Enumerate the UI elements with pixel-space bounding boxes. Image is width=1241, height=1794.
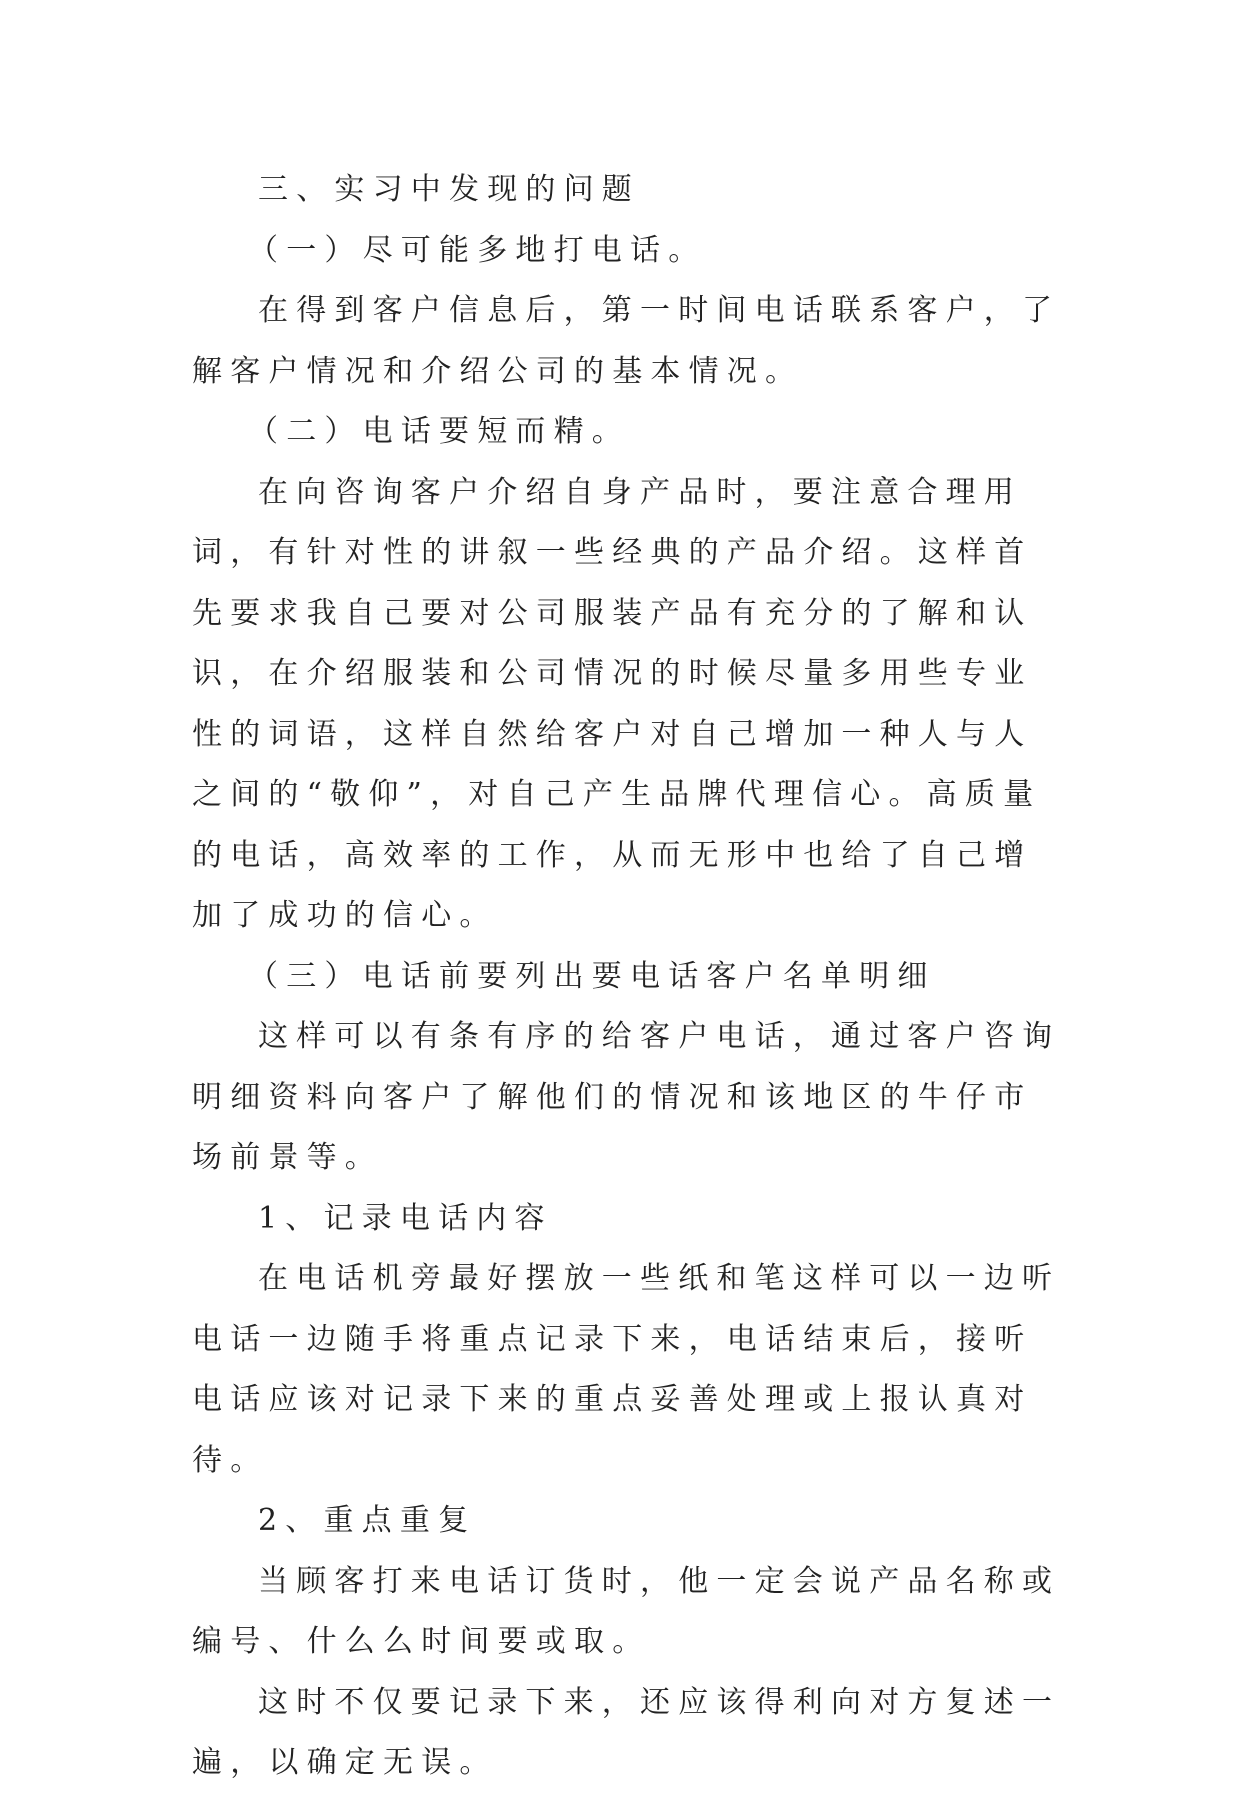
paragraph-1: 在得到客户信息后，第一时间电话联系客户，了解客户情况和介绍公司的基本情况。: [192, 293, 1061, 389]
section-heading: 三、实习中发现的问题: [258, 172, 640, 207]
subheading-2: （二）电话要短而精。: [248, 414, 630, 449]
paragraph-5: 当顾客打来电话订货时，他一定会说产品名称或编号、什么么时间要或取。: [192, 1563, 1061, 1659]
subheading-1: （一）尽可能多地打电话。: [248, 232, 707, 268]
paragraph-6: 这时不仅要记录下来，还应该得利向对方复述一遍，以确定无误。: [192, 1684, 1061, 1780]
paragraph-3: 这样可以有条有序的给客户电话，通过客户咨询明细资料向客户了解他们的情况和该地区的牛仔市场前景等。: [192, 1019, 1061, 1175]
paragraph-4: 在电话机旁最好摆放一些纸和笔这样可以一边听电话一边随手将重点记录下来，电话结束后，接听电话应该对记录下来的重点妥善处理或上报认真对待。: [192, 1261, 1061, 1478]
paragraph-2: 在向咨询客户介绍自身产品时，要注意合理用词，有针对性的讲叙一些经典的产品介绍。这样首先要求我自己要对公司服装产品有充分的了解和认识，在介绍服装和公司情况的时候尽量多用些专业性的词语，这样自然给客户对自己增加一种人与人之间的“敬仰”，对自己产生品牌代理信心。高质量的电话，高效率的工作，从而无形中也给了自己增加了成功的信心。: [192, 474, 1042, 933]
subheading-3: （三）电话前要列出要电话客户名单明细: [248, 958, 936, 994]
list-item-2: 2、重点重复: [258, 1503, 477, 1538]
document-body: [192, 160, 1062, 1794]
list-item-1: 1、记录电话内容: [258, 1200, 553, 1236]
